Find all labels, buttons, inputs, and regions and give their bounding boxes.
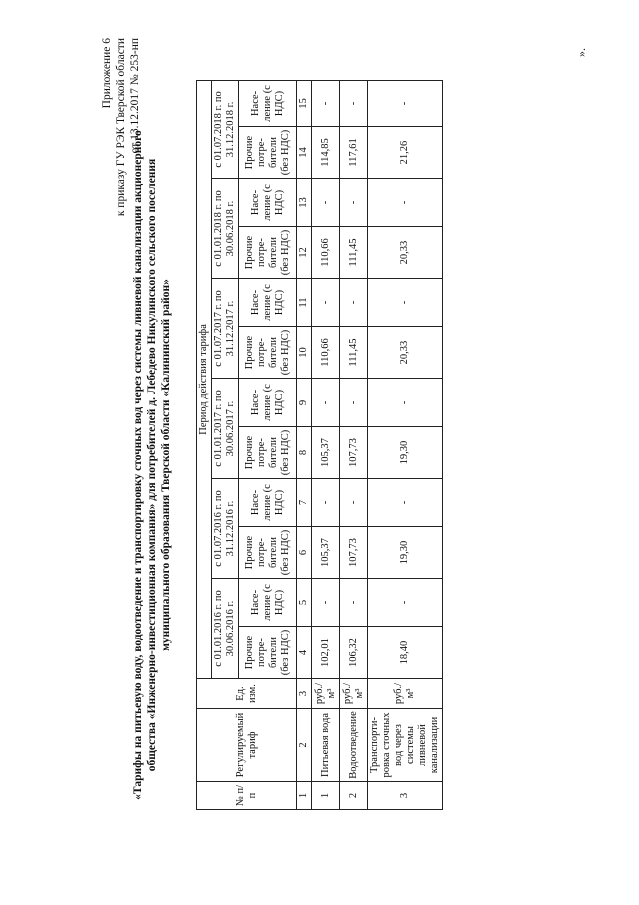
sub-header-population: Насе-ление (с НДС) xyxy=(239,80,297,126)
column-number: 4 xyxy=(297,627,312,679)
tariff-value: - xyxy=(312,279,340,327)
tariff-table xyxy=(196,80,443,810)
column-number: 8 xyxy=(297,427,312,479)
document-title xyxy=(131,115,173,815)
sub-header-other-consumers: Прочие потре-бители (без НДС) xyxy=(239,427,297,479)
table-row xyxy=(312,80,340,809)
unit-cell: руб./м³ xyxy=(340,679,368,709)
title-line-2: общества «Инженерно-инвестиционная компания» для потребителей д. Лебедево Никулинского сельского поселения xyxy=(146,158,158,772)
column-number: 14 xyxy=(297,127,312,179)
column-number: 10 xyxy=(297,327,312,379)
tariff-value: 18,40 xyxy=(368,627,443,679)
col-header-no: № п/п xyxy=(197,782,297,810)
sub-header-population: Насе-ление (с НДС) xyxy=(239,179,297,227)
tariff-value: - xyxy=(340,279,368,327)
tariff-value: - xyxy=(312,179,340,227)
tariff-name: Водоотведение xyxy=(340,709,368,782)
title-line-1: «Тарифы на питьевую воду, водоотведение и транспортировку сточных вод через системы ливневой канализации акционерного xyxy=(132,130,144,800)
tariff-value: 105,37 xyxy=(312,427,340,479)
sub-header-other-consumers: Прочие потре-бители (без НДС) xyxy=(239,227,297,279)
table-row xyxy=(340,80,368,809)
column-number: 2 xyxy=(297,709,312,782)
period-header-cell: с 01.07.2018 г. по 31.12.2018 г. xyxy=(212,80,239,178)
tariff-value: 110,66 xyxy=(312,327,340,379)
tariff-value: 20,33 xyxy=(368,327,443,379)
order-reference: к приказу ГУ РЭК Тверской области xyxy=(115,38,127,217)
tariff-value: 107,73 xyxy=(340,427,368,479)
column-number: 3 xyxy=(297,679,312,709)
tariff-value: 110,66 xyxy=(312,227,340,279)
tariff-name: Транспорти-ровка сточных вод через системы ливневой канализации xyxy=(368,709,443,782)
sub-header-population: Насе-ление (с НДС) xyxy=(239,479,297,527)
row-number: 1 xyxy=(312,782,340,810)
tariff-value: - xyxy=(312,80,340,126)
tariff-value: - xyxy=(368,379,443,427)
unit-cell: руб./м³ xyxy=(312,679,340,709)
column-number: 6 xyxy=(297,527,312,579)
sub-header-population: Насе-ление (с НДС) xyxy=(239,279,297,327)
tariff-value: 107,73 xyxy=(340,527,368,579)
tariff-value: - xyxy=(312,579,340,627)
tariff-value: - xyxy=(340,80,368,126)
tariff-value: - xyxy=(368,80,443,126)
column-number: 11 xyxy=(297,279,312,327)
unit-cell: руб./м³ xyxy=(368,679,443,709)
tariff-value: - xyxy=(340,579,368,627)
period-header: Период действия тарифа xyxy=(197,80,212,678)
column-number: 9 xyxy=(297,379,312,427)
column-number: 1 xyxy=(297,782,312,810)
column-number: 12 xyxy=(297,227,312,279)
column-number: 15 xyxy=(297,80,312,126)
period-header-cell: с 01.07.2017 г. по 31.12.2017 г. xyxy=(212,279,239,379)
sub-header-other-consumers: Прочие потре-бители (без НДС) xyxy=(239,127,297,179)
tariff-value: - xyxy=(368,179,443,227)
tariff-value: 111,45 xyxy=(340,227,368,279)
tariff-value: - xyxy=(368,479,443,527)
tariff-value: 102,01 xyxy=(312,627,340,679)
tariff-value: 19,30 xyxy=(368,427,443,479)
tariff-value: 20,33 xyxy=(368,227,443,279)
table-row xyxy=(368,80,443,809)
period-header-cell: с 01.07.2016 г. по 31.12.2016 г. xyxy=(212,479,239,579)
sub-header-population: Насе-ление (с НДС) xyxy=(239,579,297,627)
tariff-value: 106,32 xyxy=(340,627,368,679)
column-number: 13 xyxy=(297,179,312,227)
sub-header-other-consumers: Прочие потре-бители (без НДС) xyxy=(239,527,297,579)
column-number: 5 xyxy=(297,579,312,627)
tariff-value: - xyxy=(340,379,368,427)
tariff-value: - xyxy=(312,379,340,427)
tariff-value: - xyxy=(312,479,340,527)
tariff-value: - xyxy=(340,179,368,227)
order-date: от 13.12.2017 № 253-нп xyxy=(129,38,141,154)
sub-header-other-consumers: Прочие потре-бители (без НДС) xyxy=(239,627,297,679)
tariff-value: - xyxy=(340,479,368,527)
tariff-value: - xyxy=(368,279,443,327)
row-number: 2 xyxy=(340,782,368,810)
sub-header-population: Насе-ление (с НДС) xyxy=(239,379,297,427)
period-header-cell: с 01.01.2017 г. по 30.06.2017 г. xyxy=(212,379,239,479)
closing-quote: ». xyxy=(574,48,588,57)
tariff-value: - xyxy=(368,579,443,627)
title-line-3: муниципального образования Тверской области «Калининский район» xyxy=(160,279,172,651)
row-number: 3 xyxy=(368,782,443,810)
column-number: 7 xyxy=(297,479,312,527)
tariff-value: 19,30 xyxy=(368,527,443,579)
tariff-value: 114,85 xyxy=(312,127,340,179)
col-header-tariff: Регулируемый тариф xyxy=(197,709,297,782)
appendix-number: Приложение 6 xyxy=(101,38,113,109)
period-header-cell: с 01.01.2018 г. по 30.06.2018 г. xyxy=(212,179,239,279)
col-header-unit: Ед. изм. xyxy=(197,679,297,709)
tariff-value: 21,26 xyxy=(368,127,443,179)
period-header-cell: с 01.01.2016 г. по 30.06.2016 г. xyxy=(212,579,239,679)
sub-header-other-consumers: Прочие потре-бители (без НДС) xyxy=(239,327,297,379)
tariff-name: Питьевая вода xyxy=(312,709,340,782)
tariff-value: 117,61 xyxy=(340,127,368,179)
tariff-value: 105,37 xyxy=(312,527,340,579)
tariff-value: 111,45 xyxy=(340,327,368,379)
